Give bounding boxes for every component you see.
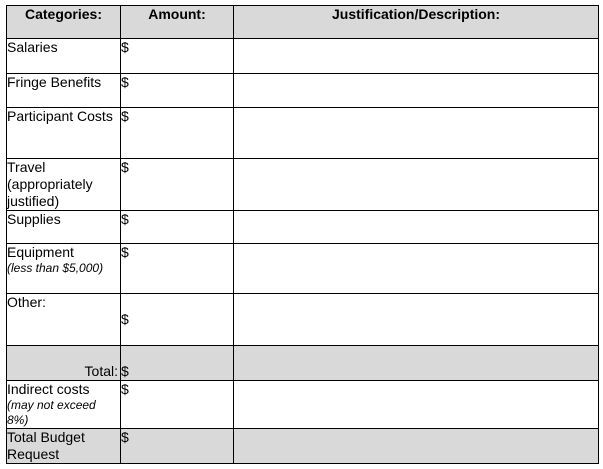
fringe-benefits-amount[interactable]: $ xyxy=(121,74,234,108)
equipment-label: Equipment xyxy=(7,244,74,260)
categories-header: Categories: xyxy=(7,6,121,39)
total-budget-request-label: Total Budget Request xyxy=(7,429,121,464)
indirect-costs-label: Indirect costs xyxy=(7,381,90,397)
travel-justification[interactable] xyxy=(234,159,599,211)
total-amount[interactable]: $ xyxy=(121,363,129,379)
table-row xyxy=(7,74,599,108)
participant-costs-amount[interactable]: $ xyxy=(121,108,234,159)
header-row xyxy=(7,6,599,39)
other-amount[interactable]: $ xyxy=(121,311,129,327)
other-amount-cell[interactable] xyxy=(121,294,234,346)
total-label: Total: xyxy=(84,363,118,379)
table-row xyxy=(7,381,599,429)
fringe-benefits-label: Fringe Benefits xyxy=(7,74,121,108)
supplies-amount[interactable]: $ xyxy=(121,211,234,244)
salaries-amount[interactable]: $ xyxy=(121,39,234,74)
equipment-cell xyxy=(7,244,121,294)
other-label: Other: xyxy=(7,294,121,346)
supplies-justification[interactable] xyxy=(234,211,599,244)
salaries-label: Salaries xyxy=(7,39,121,74)
total-budget-request-justification[interactable] xyxy=(234,429,599,464)
supplies-label: Supplies xyxy=(7,211,121,244)
participant-costs-label: Participant Costs xyxy=(7,108,121,159)
total-cell xyxy=(7,346,121,381)
travel-label: Travel (appropriately justified) xyxy=(7,159,121,211)
equipment-justification[interactable] xyxy=(234,244,599,294)
indirect-costs-amount[interactable]: $ xyxy=(121,381,234,429)
equipment-note: (less than $5,000) xyxy=(7,261,104,275)
travel-amount[interactable]: $ xyxy=(121,159,234,211)
total-budget-request-amount[interactable]: $ xyxy=(121,429,234,464)
justification-header: Justification/Description: xyxy=(234,6,599,39)
table-row xyxy=(7,211,599,244)
table-row xyxy=(7,244,599,294)
total-amount-cell[interactable] xyxy=(121,346,234,381)
table-row xyxy=(7,294,599,346)
total-justification[interactable] xyxy=(234,346,599,381)
amount-header: Amount: xyxy=(121,6,234,39)
indirect-costs-justification[interactable] xyxy=(234,381,599,429)
participant-costs-justification[interactable] xyxy=(234,108,599,159)
budget-table xyxy=(6,5,599,464)
fringe-benefits-justification[interactable] xyxy=(234,74,599,108)
total-row xyxy=(7,346,599,381)
equipment-amount[interactable]: $ xyxy=(121,244,234,294)
table-row xyxy=(7,159,599,211)
total-request-row xyxy=(7,429,599,464)
other-justification[interactable] xyxy=(234,294,599,346)
table-row xyxy=(7,39,599,74)
indirect-costs-note: (may not exceed 8%) xyxy=(7,398,96,427)
salaries-justification[interactable] xyxy=(234,39,599,74)
indirect-costs-cell xyxy=(7,381,121,429)
table-row xyxy=(7,108,599,159)
